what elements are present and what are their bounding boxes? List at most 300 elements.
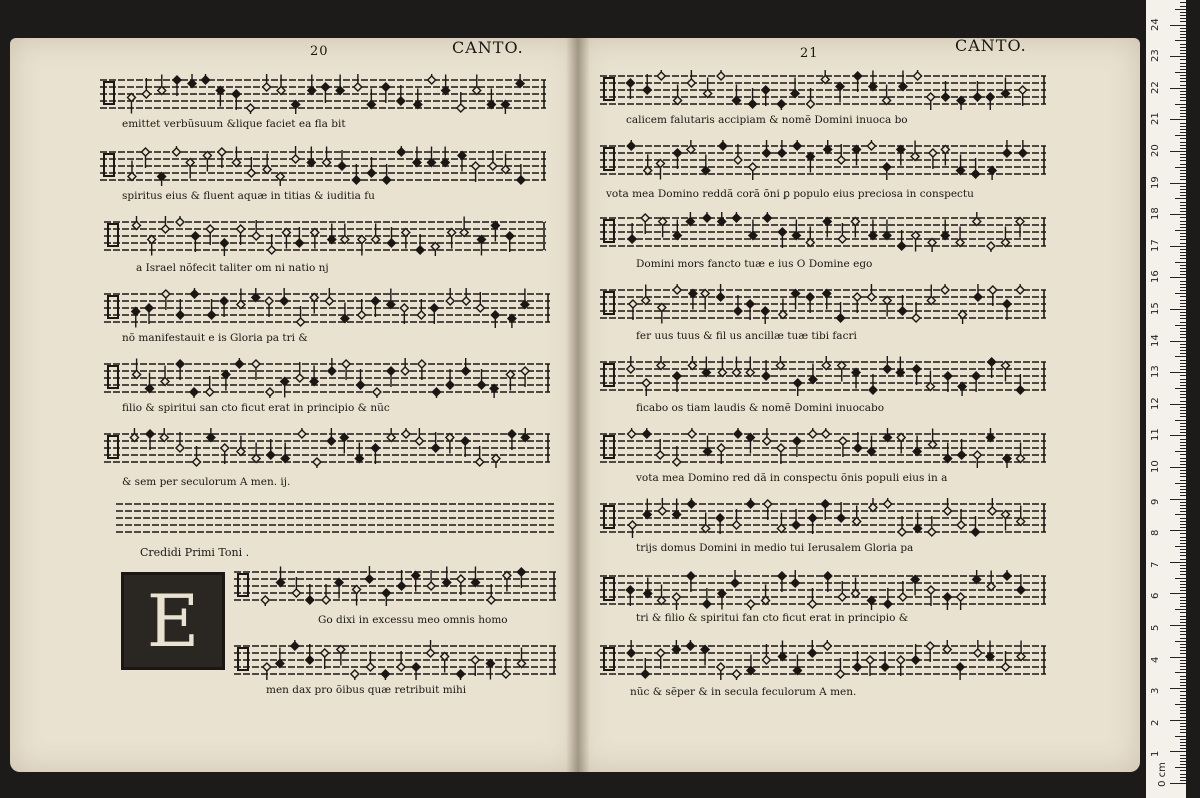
ruler-tick [1180, 18, 1186, 19]
ruler-tick [1180, 729, 1186, 730]
ruler-tick [1180, 713, 1186, 714]
ruler-tick [1180, 555, 1186, 556]
ruler-tick [1180, 587, 1186, 588]
ruler-tick [1180, 439, 1186, 440]
ruler-tick [1180, 21, 1186, 22]
right-lyric-4: fer uus tuus & fil us ancillæ tuæ tibi facri [636, 330, 857, 342]
ruler-tick [1180, 290, 1186, 291]
ruler-tick [1180, 413, 1186, 414]
ruler-label: 11 [1150, 428, 1161, 442]
ruler-tick [1175, 609, 1186, 610]
ruler-tick [1180, 732, 1186, 733]
ruler-tick [1170, 277, 1186, 278]
ruler-tick [1180, 382, 1186, 383]
ruler-tick [1180, 239, 1186, 240]
ruler-tick [1180, 394, 1186, 395]
ruler-tick [1180, 85, 1186, 86]
ruler-label: 17 [1150, 239, 1161, 252]
ruler-tick [1180, 205, 1186, 206]
right-lyric-1: calicem falutaris accipiam & nomẽ Domini inuoca bo [626, 114, 908, 126]
ruler-tick [1180, 666, 1186, 667]
ruler-tick [1180, 486, 1186, 487]
ruler-tick [1180, 233, 1186, 234]
ruler-tick [1180, 755, 1186, 756]
ruler-tick [1180, 505, 1186, 506]
ruler-tick [1180, 15, 1186, 16]
ruler-tick [1180, 97, 1186, 98]
ruler-tick [1180, 565, 1186, 566]
ruler-tick [1180, 426, 1186, 427]
music-staff [600, 212, 1046, 252]
ruler-tick [1170, 404, 1186, 405]
ruler-tick [1175, 483, 1186, 484]
ruler-tick [1180, 116, 1186, 117]
ruler-tick [1180, 334, 1186, 335]
ruler-tick [1180, 600, 1186, 601]
music-staff [600, 428, 1046, 468]
ruler-tick [1180, 322, 1186, 323]
ruler-tick [1180, 255, 1186, 256]
ruler-tick [1180, 458, 1186, 459]
ruler-tick [1170, 720, 1186, 721]
ruler-label: 2 [1150, 719, 1161, 726]
ruler-tick [1180, 366, 1186, 367]
right-lyric-5: ficabo os tiam laudis & nomẽ Domini inuocabo [636, 402, 885, 414]
ruler-tick [1170, 467, 1186, 468]
ruler-tick [1180, 221, 1186, 222]
ruler-tick [1180, 559, 1186, 560]
ruler-label: 7 [1150, 561, 1161, 568]
ruler-tick [1180, 132, 1186, 133]
ruler-tick [1175, 9, 1186, 10]
music-staff [600, 356, 1046, 396]
ruler-tick [1180, 470, 1186, 471]
right-lyric-6: vota mea Domino red dã in conspectu õnis populi eius in a [636, 472, 948, 484]
ruler-tick [1180, 265, 1186, 266]
ruler-tick [1180, 113, 1186, 114]
ruler-tick [1180, 287, 1186, 288]
ruler-tick [1180, 495, 1186, 496]
ruler-tick [1180, 770, 1186, 771]
ruler-tick [1180, 663, 1186, 664]
ruler-tick [1180, 303, 1186, 304]
ruler-tick [1175, 40, 1186, 41]
ruler-tick [1180, 723, 1186, 724]
ruler-tick [1180, 350, 1186, 351]
ruler-tick [1180, 53, 1186, 54]
ruler-tick [1180, 34, 1186, 35]
ruler-tick [1180, 170, 1186, 171]
ruler-tick [1170, 657, 1186, 658]
ruler-tick [1180, 195, 1186, 196]
ruler-tick [1180, 710, 1186, 711]
ruler-tick [1180, 224, 1186, 225]
book-gutter [566, 38, 590, 772]
ruler-tick [1180, 47, 1186, 48]
ruler-tick [1170, 88, 1186, 89]
left-lyric-6: & sem per seculorum A men. ij. [122, 476, 291, 488]
ruler-tick [1180, 107, 1186, 108]
ruler-tick [1175, 230, 1186, 231]
ruler-tick [1180, 379, 1186, 380]
ruler-tick [1180, 37, 1186, 38]
ruler-tick [1180, 81, 1186, 82]
left-lyric-8: men dax pro õibus quæ retribuit mihi [266, 684, 467, 696]
music-staff [600, 570, 1046, 610]
ruler-tick [1180, 669, 1186, 670]
ruler-label: 22 [1150, 81, 1161, 94]
left-lyric-4: nõ manifestauit e is Gloria pa tri & [122, 332, 308, 344]
ruler-label: 4 [1150, 656, 1161, 663]
ruler-tick [1170, 562, 1186, 563]
ruler-tick [1180, 691, 1186, 692]
ruler-tick [1180, 650, 1186, 651]
ruler-label: 10 [1150, 460, 1161, 473]
ruler-tick [1180, 644, 1186, 645]
ruler-tick [1180, 707, 1186, 708]
ruler-tick [1170, 119, 1186, 120]
ruler-tick [1180, 258, 1186, 259]
ruler-tick [1180, 217, 1186, 218]
music-staff [234, 566, 556, 606]
ruler-tick [1180, 606, 1186, 607]
ruler-tick [1175, 672, 1186, 673]
ruler-tick [1180, 268, 1186, 269]
ruler-tick [1180, 44, 1186, 45]
ruler-tick [1180, 318, 1186, 319]
ruler-tick [1180, 211, 1186, 212]
ruler-tick [1180, 774, 1186, 775]
ruler-tick [1180, 780, 1186, 781]
ruler-tick [1180, 300, 1186, 301]
ruler-tick [1180, 634, 1186, 635]
ruler-tick [1180, 78, 1186, 79]
right-lyric-8: tri & filio & spiritui fan cto ficut erat in principio & [636, 612, 909, 624]
music-staff [100, 146, 546, 186]
ruler-tick [1180, 717, 1186, 718]
ruler-tick [1180, 622, 1186, 623]
ruler-tick [1180, 695, 1186, 696]
ruler-tick [1180, 126, 1186, 127]
ruler-tick [1180, 616, 1186, 617]
ruler-tick [1180, 584, 1186, 585]
ruler-tick [1180, 391, 1186, 392]
ruler-tick [1175, 104, 1186, 105]
ruler-tick [1180, 745, 1186, 746]
ruler-tick [1175, 325, 1186, 326]
ruler-tick [1180, 138, 1186, 139]
ruler-label: 15 [1150, 302, 1161, 315]
ruler-tick [1180, 208, 1186, 209]
ruler-tick [1175, 135, 1186, 136]
ruler-tick [1170, 151, 1186, 152]
ruler-tick [1180, 518, 1186, 519]
ruler-tick [1180, 100, 1186, 101]
ruler-tick [1180, 160, 1186, 161]
ruler-tick [1175, 736, 1186, 737]
ruler-tick [1180, 66, 1186, 67]
ruler-tick [1170, 625, 1186, 626]
ruler-tick [1170, 56, 1186, 57]
music-staff [116, 498, 554, 538]
ruler-tick [1180, 315, 1186, 316]
ruler-tick [1170, 309, 1186, 310]
ruler-tick [1170, 751, 1186, 752]
ruler-tick [1180, 619, 1186, 620]
ruler-tick [1180, 369, 1186, 370]
ruler-tick [1175, 293, 1186, 294]
music-staff [104, 428, 550, 468]
ruler-tick [1180, 429, 1186, 430]
ruler-tick [1180, 69, 1186, 70]
music-staff [104, 358, 550, 398]
ruler-tick [1180, 461, 1186, 462]
ruler-tick [1180, 176, 1186, 177]
ruler-tick [1180, 502, 1186, 503]
measuring-ruler [1146, 0, 1186, 798]
ruler-tick [1180, 363, 1186, 364]
left-lyric-5: filio & spiritui san cto ficut erat in principio & nũc [122, 402, 390, 414]
ruler-tick [1175, 641, 1186, 642]
ruler-tick [1180, 145, 1186, 146]
ruler-label: 18 [1150, 207, 1161, 221]
ruler-label: 3 [1150, 687, 1161, 695]
ruler-tick [1180, 94, 1186, 95]
ruler-tick [1180, 603, 1186, 604]
ruler-tick [1170, 246, 1186, 247]
ruler-tick [1170, 783, 1186, 784]
ruler-tick [1180, 91, 1186, 92]
section-title: Credidi Primi Toni . [140, 546, 250, 559]
ruler-tick [1180, 164, 1186, 165]
ruler-tick [1180, 129, 1186, 130]
ruler-tick [1180, 508, 1186, 509]
ruler-tick [1180, 524, 1186, 525]
ruler-tick [1170, 25, 1186, 26]
ruler-tick [1180, 337, 1186, 338]
music-staff [600, 70, 1046, 110]
ruler-tick [1180, 660, 1186, 661]
right-lyric-2: vota mea Domino reddã corã õni ꝑ populo eius preciosa in conspectu [606, 188, 974, 200]
ruler-tick [1180, 243, 1186, 244]
ruler-tick [1180, 698, 1186, 699]
ruler-tick [1175, 72, 1186, 73]
ruler-tick [1180, 540, 1186, 541]
ruler-tick [1180, 312, 1186, 313]
ruler-tick [1180, 581, 1186, 582]
ruler-tick [1180, 360, 1186, 361]
ruler-tick [1175, 167, 1186, 168]
ruler-label: 6 [1150, 593, 1161, 600]
ruler-tick [1170, 593, 1186, 594]
ruler-tick [1180, 748, 1186, 749]
ruler-tick [1175, 388, 1186, 389]
ruler-tick [1180, 142, 1186, 143]
ruler-tick [1180, 173, 1186, 174]
ruler-tick [1180, 758, 1186, 759]
ruler-tick [1180, 281, 1186, 282]
ruler-label: 5 [1150, 624, 1161, 631]
ruler-tick [1175, 451, 1186, 452]
ruler-tick [1180, 537, 1186, 538]
ruler-tick [1180, 274, 1186, 275]
music-staff [100, 74, 546, 114]
ruler-tick [1175, 704, 1186, 705]
ruler-tick [1170, 183, 1186, 184]
ruler-tick [1180, 148, 1186, 149]
ruler-tick [1180, 63, 1186, 64]
ruler-tick [1180, 682, 1186, 683]
ruler-tick [1170, 499, 1186, 500]
ruler-label: 8 [1150, 529, 1161, 537]
ruler-tick [1180, 679, 1186, 680]
ruler-tick [1180, 489, 1186, 490]
ruler-label: 9 [1150, 498, 1161, 505]
ruler-tick [1180, 480, 1186, 481]
ruler-tick [1180, 647, 1186, 648]
ruler-tick [1180, 192, 1186, 193]
ruler-tick [1175, 767, 1186, 768]
ruler-tick [1175, 514, 1186, 515]
ruler-tick [1180, 202, 1186, 203]
ruler-tick [1180, 407, 1186, 408]
ruler-tick [1180, 568, 1186, 569]
ruler-tick [1180, 739, 1186, 740]
ruler-tick [1180, 344, 1186, 345]
ruler-tick [1180, 296, 1186, 297]
left-lyric-7: Go dixi in excessu meo omnis homo [318, 614, 508, 626]
ruler-tick [1170, 688, 1186, 689]
ruler-tick [1180, 628, 1186, 629]
left-running-head: CANTO. [452, 38, 524, 57]
ruler-tick [1180, 75, 1186, 76]
ruler-tick [1170, 341, 1186, 342]
ruler-tick [1180, 252, 1186, 253]
ruler-tick [1180, 347, 1186, 348]
ruler-tick [1180, 685, 1186, 686]
ruler-tick [1180, 638, 1186, 639]
ruler-tick [1170, 435, 1186, 436]
ruler-label: 21 [1150, 112, 1161, 126]
ruler-label: 20 [1150, 144, 1161, 157]
ruler-tick [1180, 271, 1186, 272]
ruler-tick [1180, 448, 1186, 449]
ruler-tick [1170, 214, 1186, 215]
ruler-tick [1180, 375, 1186, 376]
ruler-tick [1180, 186, 1186, 187]
ruler-label: 1 [1150, 751, 1161, 758]
ruler-tick [1180, 631, 1186, 632]
ruler-tick [1180, 597, 1186, 598]
ruler-tick [1180, 726, 1186, 727]
right-page-number: 21 [800, 46, 819, 61]
music-staff [104, 216, 546, 256]
ruler-tick [1180, 521, 1186, 522]
decorated-initial: E [121, 572, 225, 670]
ruler-tick [1175, 198, 1186, 199]
left-lyric-2: spiritus eius & fluent aquæ in titias & iuditia fu [122, 190, 375, 202]
ruler-tick [1180, 179, 1186, 180]
ruler-tick [1180, 492, 1186, 493]
ruler-tick [1180, 442, 1186, 443]
ruler-tick [1180, 571, 1186, 572]
ruler-tick [1180, 353, 1186, 354]
ruler-tick [1175, 420, 1186, 421]
ruler-tick [1180, 110, 1186, 111]
ruler-tick [1180, 2, 1186, 3]
ruler-tick [1180, 154, 1186, 155]
ruler-tick [1175, 578, 1186, 579]
ruler-tick [1180, 777, 1186, 778]
ruler-tick [1180, 533, 1186, 534]
left-lyric-3: a Israel nõfecit taliter om ni natio nj [136, 262, 329, 274]
ruler-tick [1180, 401, 1186, 402]
ruler-tick [1180, 284, 1186, 285]
right-lyric-7: trijs domus Domini in medio tui Ierusalem Gloria pa [636, 542, 914, 554]
ruler-tick [1180, 473, 1186, 474]
ruler-tick [1180, 123, 1186, 124]
ruler-label: 16 [1150, 270, 1161, 284]
ruler-tick [1180, 328, 1186, 329]
ruler-tick [1170, 530, 1186, 531]
ruler-tick [1180, 445, 1186, 446]
ruler-tick [1180, 410, 1186, 411]
ruler-tick [1180, 50, 1186, 51]
ruler-tick [1180, 28, 1186, 29]
ruler-tick [1175, 546, 1186, 547]
ruler-tick [1180, 590, 1186, 591]
ruler-tick [1180, 12, 1186, 13]
ruler-tick [1175, 356, 1186, 357]
ruler-tick [1180, 761, 1186, 762]
ruler-tick [1180, 543, 1186, 544]
ruler-tick [1180, 432, 1186, 433]
ruler-tick [1180, 527, 1186, 528]
ruler-tick [1180, 574, 1186, 575]
ruler-tick [1180, 549, 1186, 550]
right-running-head: CANTO. [955, 36, 1027, 55]
ruler-label: 12 [1150, 397, 1161, 410]
ruler-tick [1180, 331, 1186, 332]
ruler-tick [1180, 701, 1186, 702]
ruler-tick [1180, 249, 1186, 250]
ruler-label: 14 [1150, 333, 1161, 347]
ruler-tick [1180, 552, 1186, 553]
ruler-unit: 0 cm [1156, 762, 1168, 787]
ruler-tick [1180, 464, 1186, 465]
right-lyric-9: nũc & sẽper & in secula feculorum A men. [630, 686, 857, 698]
ruler-tick [1180, 6, 1186, 7]
ruler-tick [1180, 59, 1186, 60]
ruler-tick [1180, 423, 1186, 424]
ruler-tick [1180, 764, 1186, 765]
ruler-tick [1180, 397, 1186, 398]
right-lyric-3: Domini mors fancto tuæ e ius O Domine ego [636, 258, 873, 270]
ruler-label: 13 [1150, 365, 1161, 379]
ruler-tick [1180, 676, 1186, 677]
ruler-tick [1180, 31, 1186, 32]
left-lyric-1: emittet verbũsuum &lique faciet ea fla bit [122, 118, 346, 130]
ruler-tick [1180, 742, 1186, 743]
ruler-tick [1180, 454, 1186, 455]
ruler-tick [1180, 612, 1186, 613]
ruler-tick [1180, 476, 1186, 477]
ruler-tick [1180, 236, 1186, 237]
music-staff [600, 140, 1046, 180]
music-staff [600, 284, 1046, 324]
ruler-tick [1180, 385, 1186, 386]
music-staff [234, 640, 556, 680]
